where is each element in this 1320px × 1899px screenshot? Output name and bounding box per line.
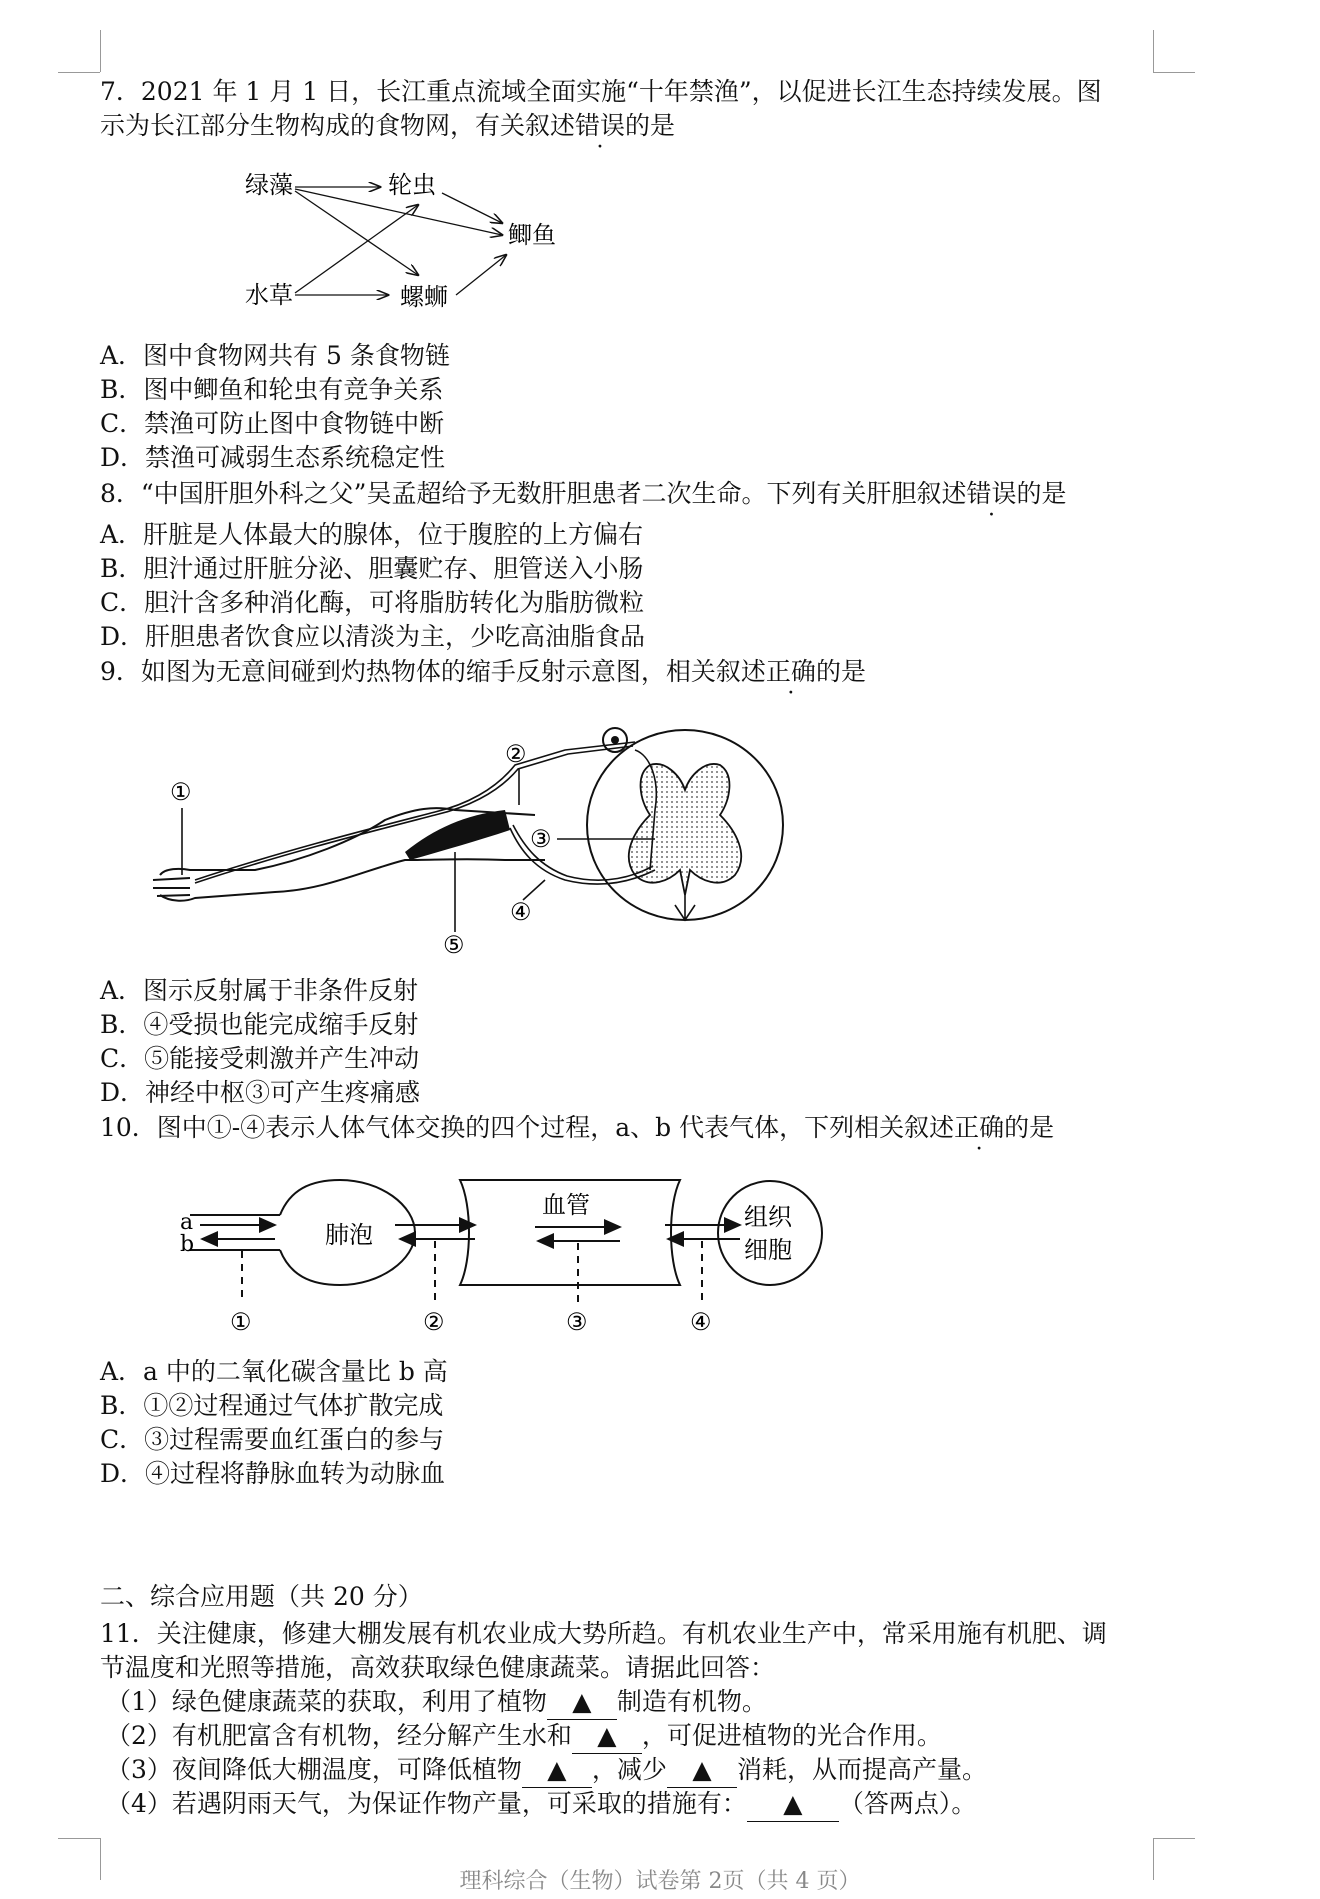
page-footer: 理科综合（生物）试卷第 2页（共 4 页）: [459, 1869, 861, 1894]
q11-p1-text: （1）绿色健康蔬菜的获取，利用了植物: [106, 1687, 547, 1716]
q11-p4-end: （答两点）。: [838, 1789, 977, 1818]
q10-stem-end: 的是: [1004, 1113, 1055, 1142]
q11-p4-blank[interactable]: ▲: [747, 1787, 839, 1822]
q8-stem: [100, 477, 1180, 511]
q11-p2-text: （2）有机肥富含有机物，经分解产生水和: [106, 1721, 572, 1750]
q11-p2-end: ，可促进植物的光合作用。: [641, 1721, 942, 1750]
q10-option-a: A．a 中的二氧化碳含量比 b 高: [100, 1357, 448, 1386]
q8-emphasis: 错误: [966, 479, 1017, 508]
q7-stem-line2-text: 示为长江部分生物构成的食物网，有关叙述: [100, 111, 576, 140]
q11-p3-end: 消耗，从而提高产量。: [736, 1755, 987, 1784]
q11-part-4: [106, 1787, 1186, 1822]
q11-stem-line2: 节温度和光照等措施，高效获取绿色健康蔬菜。请据此回答：: [100, 1653, 776, 1682]
q9-option-c: C．⑤能接受刺激并产生冲动: [100, 1044, 420, 1073]
reflex-arc-diagram: [135, 720, 835, 965]
section-2-heading: 二、综合应用题（共 20 分）: [100, 1582, 423, 1611]
gas-b-label: b: [180, 1232, 195, 1257]
tissue-cell-shape: [718, 1181, 822, 1285]
q9-option-a: A．图示反射属于非条件反射: [100, 976, 419, 1005]
reflex-label-2: ②: [505, 740, 527, 768]
reflex-label-1: ①: [170, 778, 192, 806]
q11-p3-text: （3）夜间降低大棚温度，可降低植物: [106, 1755, 522, 1784]
food-web-arrows: [295, 187, 506, 295]
crop-mark-bottom-right: [1153, 1838, 1195, 1839]
food-web-rotifer: 轮虫: [388, 171, 436, 199]
food-web-waterweed: 水草: [245, 281, 293, 309]
q7-option-c: C．禁渔可防止图中食物链中断: [100, 409, 445, 438]
q10-stem: [100, 1111, 1180, 1145]
q10-option-b: B．①②过程通过气体扩散完成: [100, 1391, 444, 1420]
q8-stem-text: 8．“中国肝胆外科之父”吴孟超给予无数肝胆患者二次生命。下列有关肝胆叙述: [100, 479, 967, 508]
q8-stem-end: 的是: [1016, 479, 1067, 508]
q11-p1-blank[interactable]: ▲: [547, 1685, 617, 1720]
alveolus-label: 肺泡: [325, 1221, 373, 1249]
q9-stem-text: 9．如图为无意间碰到灼热物体的缩手反射示意图，相关叙述: [100, 657, 766, 686]
gas-exchange-diagram: [180, 1165, 860, 1340]
crop-mark-top-right: [1153, 72, 1195, 73]
q10-emphasis: 正确: [954, 1113, 1005, 1142]
q11-p2-blank[interactable]: ▲: [572, 1719, 642, 1754]
q7-stem-line2: [100, 109, 1180, 143]
reflex-label-5: ⑤: [443, 931, 465, 959]
process-3-label: ③: [566, 1308, 588, 1336]
food-web-diagram: [230, 165, 590, 325]
q11-stem-line1: 11．关注健康，修建大棚发展有机农业成大势所趋。有机农业生产中，常采用施有机肥、调: [100, 1619, 1107, 1648]
q7-stem-line2-end: 的是: [625, 111, 676, 140]
leader-line-4: [523, 880, 545, 900]
gas-a-label: a: [180, 1210, 194, 1235]
q11-p1-end: 制造有机物。: [616, 1687, 767, 1716]
q7-stem-line1: 7．2021 年 1 月 1 日，长江重点流域全面实施“十年禁渔”，以促进长江生态持续发展。图: [100, 77, 1102, 106]
q7-option-d: D．禁渔可减弱生态系统稳定性: [100, 443, 446, 472]
q11-part-1: [106, 1685, 1186, 1720]
dashed-leaders: [242, 1241, 702, 1303]
tissue-label-2: 细胞: [744, 1236, 792, 1264]
process-4-label: ④: [690, 1308, 712, 1336]
ganglion-inner: [611, 736, 619, 744]
reflex-label-3: ③: [530, 825, 552, 853]
q10-option-c: C．③过程需要血红蛋白的参与: [100, 1425, 445, 1454]
q8-option-a: A．肝脏是人体最大的腺体，位于腹腔的上方偏右: [100, 520, 644, 549]
vessel-label: 血管: [542, 1191, 590, 1219]
q7-option-b: B．图中鲫鱼和轮虫有竞争关系: [100, 375, 444, 404]
nerve-fibers: [195, 742, 655, 884]
q8-option-c: C．胆汁含多种消化酶，可将脂肪转化为脂肪微粒: [100, 588, 645, 617]
q11-p4-text: （4）若遇阴雨天气，为保证作物产量，可采取的措施有：: [106, 1789, 747, 1818]
q11-part-3: [106, 1753, 1186, 1788]
food-web-snail: 螺蛳: [400, 283, 448, 311]
food-web-green-algae: 绿藻: [245, 171, 293, 199]
crop-mark-top-left-v: [100, 30, 101, 72]
reflex-label-4: ④: [510, 898, 532, 926]
q9-option-b: B．④受损也能完成缩手反射: [100, 1010, 419, 1039]
crop-mark-top-left: [58, 72, 100, 73]
tissue-label-1: 组织: [744, 1203, 792, 1231]
q11-p3-mid: ，减少: [591, 1755, 667, 1784]
q9-stem-end: 的是: [815, 657, 866, 686]
q11-part-2: [106, 1719, 1186, 1754]
process-1-label: ①: [230, 1308, 252, 1336]
q11-p3-blank-1[interactable]: ▲: [522, 1753, 592, 1788]
q9-emphasis: 正确: [765, 657, 816, 686]
effector-muscle: [405, 810, 510, 860]
q10-stem-text: 10．图中①-④表示人体气体交换的四个过程，a、b 代表气体，下列相关叙述: [100, 1113, 955, 1142]
process-2-label: ②: [423, 1308, 445, 1336]
q8-option-b: B．胆汁通过肝脏分泌、胆囊贮存、胆管送入小肠: [100, 554, 644, 583]
food-web-crucian: 鲫鱼: [508, 221, 556, 249]
q9-stem: [100, 655, 1180, 689]
spinal-central-line: [675, 895, 695, 920]
q9-option-d: D．神经中枢③可产生疼痛感: [100, 1078, 421, 1107]
q8-option-d: D．肝胆患者饮食应以清淡为主，少吃高油脂食品: [100, 622, 646, 651]
q7-emphasis: 错误: [575, 111, 626, 140]
q7-option-a: A．图中食物网共有 5 条食物链: [100, 341, 450, 370]
alveolus-shape: [190, 1180, 415, 1285]
crop-mark-top-right-v: [1153, 30, 1154, 72]
spinal-grey-matter: [629, 764, 741, 895]
q11-p3-blank-2[interactable]: ▲: [667, 1753, 737, 1788]
crop-mark-bottom-left: [58, 1838, 100, 1839]
q10-option-d: D．④过程将静脉血转为动脉血: [100, 1459, 446, 1488]
